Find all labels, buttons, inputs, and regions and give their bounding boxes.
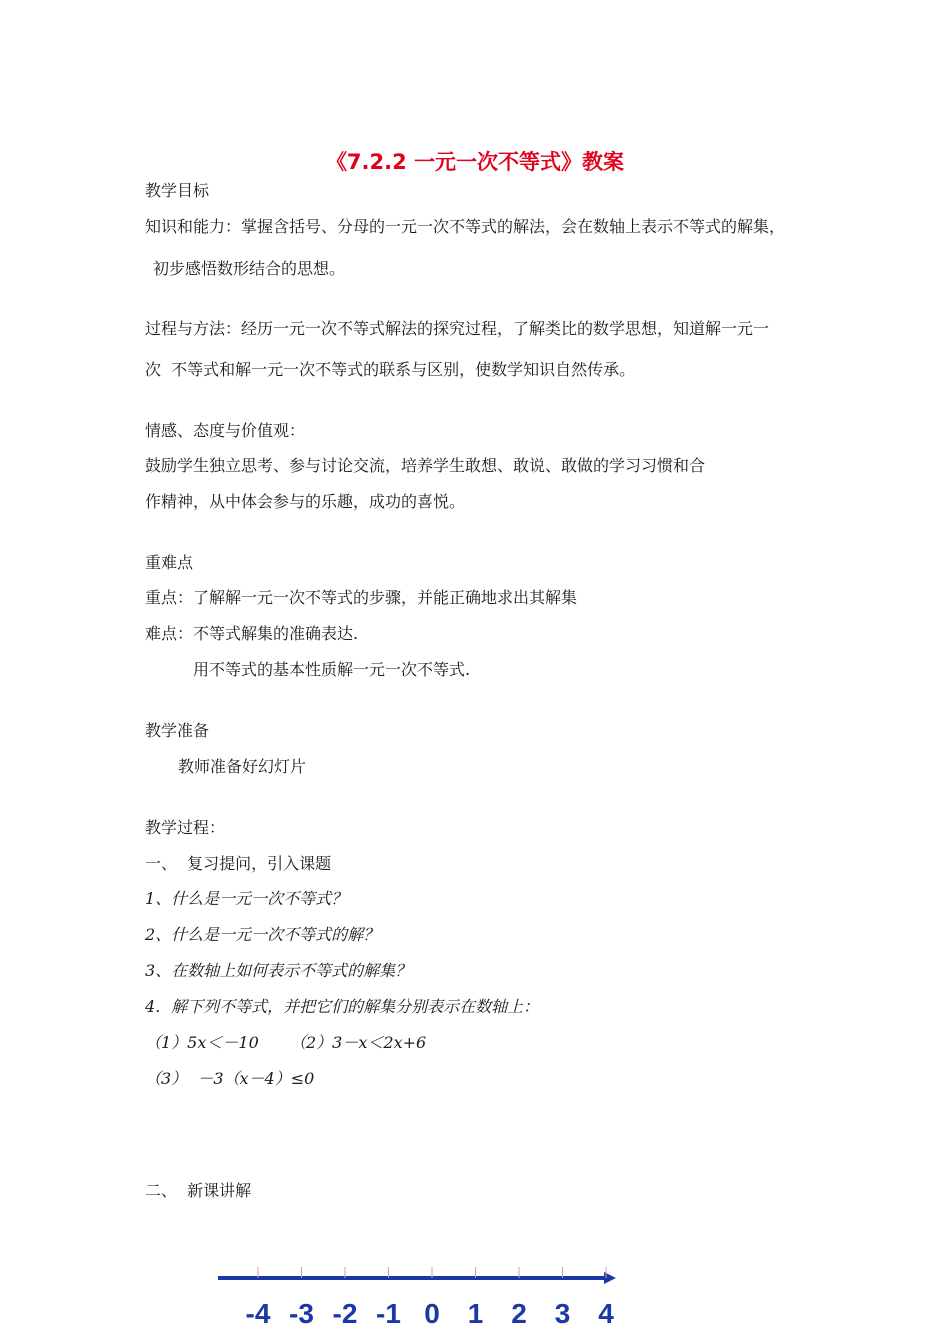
key-points-heading: 重难点 [145,553,194,572]
key-point: 重点：了解解一元一次不等式的步骤，并能正确地求出其解集 [145,588,578,607]
process-heading: 教学过程： [145,818,226,837]
exercise-1: （1）5x＜－10 [145,1033,259,1052]
number-line-label: 4 [598,1298,614,1329]
objective-knowledge-line2: 初步感悟数形结合的思想。 [153,259,346,278]
difficulty-point: 难点：不等式解集的准确表达. [145,624,359,643]
objective-process-line1: 过程与方法：经历一元一次不等式解法的探究过程，了解类比的数学思想，知道解一元一 [145,319,770,338]
number-line-label: -3 [289,1298,314,1329]
section2-heading: 二、 新课讲解 [145,1181,252,1200]
number-line-label: -2 [332,1298,358,1329]
number-line-label: 2 [511,1298,527,1329]
exercise-3: （3） －3（x－4）≤0 [145,1069,315,1088]
review-question-1: 1、什么是一元一次不等式？ [145,889,348,908]
number-line-label: 0 [424,1298,440,1329]
emotion-line1: 鼓励学生独立思考、参与讨论交流，培养学生敢想、敢说、敢做的学习习惯和合 [145,456,706,475]
number-line [200,1255,640,1335]
emotion-heading: 情感、态度与价值观： [145,421,306,440]
number-line-label: 1 [467,1298,484,1329]
exercise-2: （2）3－x＜2x+6 [290,1033,427,1052]
review-question-4: 4．解下列不等式，并把它们的解集分别表示在数轴上： [145,997,540,1016]
number-line-label: -4 [245,1298,271,1329]
preparation-item: 教师准备好幻灯片 [178,757,307,776]
preparation-heading: 教学准备 [145,721,210,740]
number-line-label: 3 [554,1298,571,1329]
objective-process-line2: 次 不等式和解一元一次不等式的联系与区别，使数学知识自然传承。 [145,360,636,379]
emotion-line2: 作精神，从中体会参与的乐趣，成功的喜悦。 [145,492,466,511]
difficulty-point-2: 用不等式的基本性质解一元一次不等式. [193,660,471,679]
section1-heading: 一、 复习提问，引入课题 [145,854,332,873]
objectives-heading: 教学目标 [145,181,210,200]
review-question-2: 2、什么是一元一次不等式的解？ [145,925,380,944]
number-line-label: -1 [376,1298,401,1329]
objective-knowledge-line1: 知识和能力：掌握含括号、分母的一元一次不等式的解法，会在数轴上表示不等式的解集， [145,217,786,236]
review-question-3: 3、在数轴上如何表示不等式的解集？ [145,961,412,980]
document-title: 《7.2.2 一元一次不等式》教案 [325,150,625,174]
